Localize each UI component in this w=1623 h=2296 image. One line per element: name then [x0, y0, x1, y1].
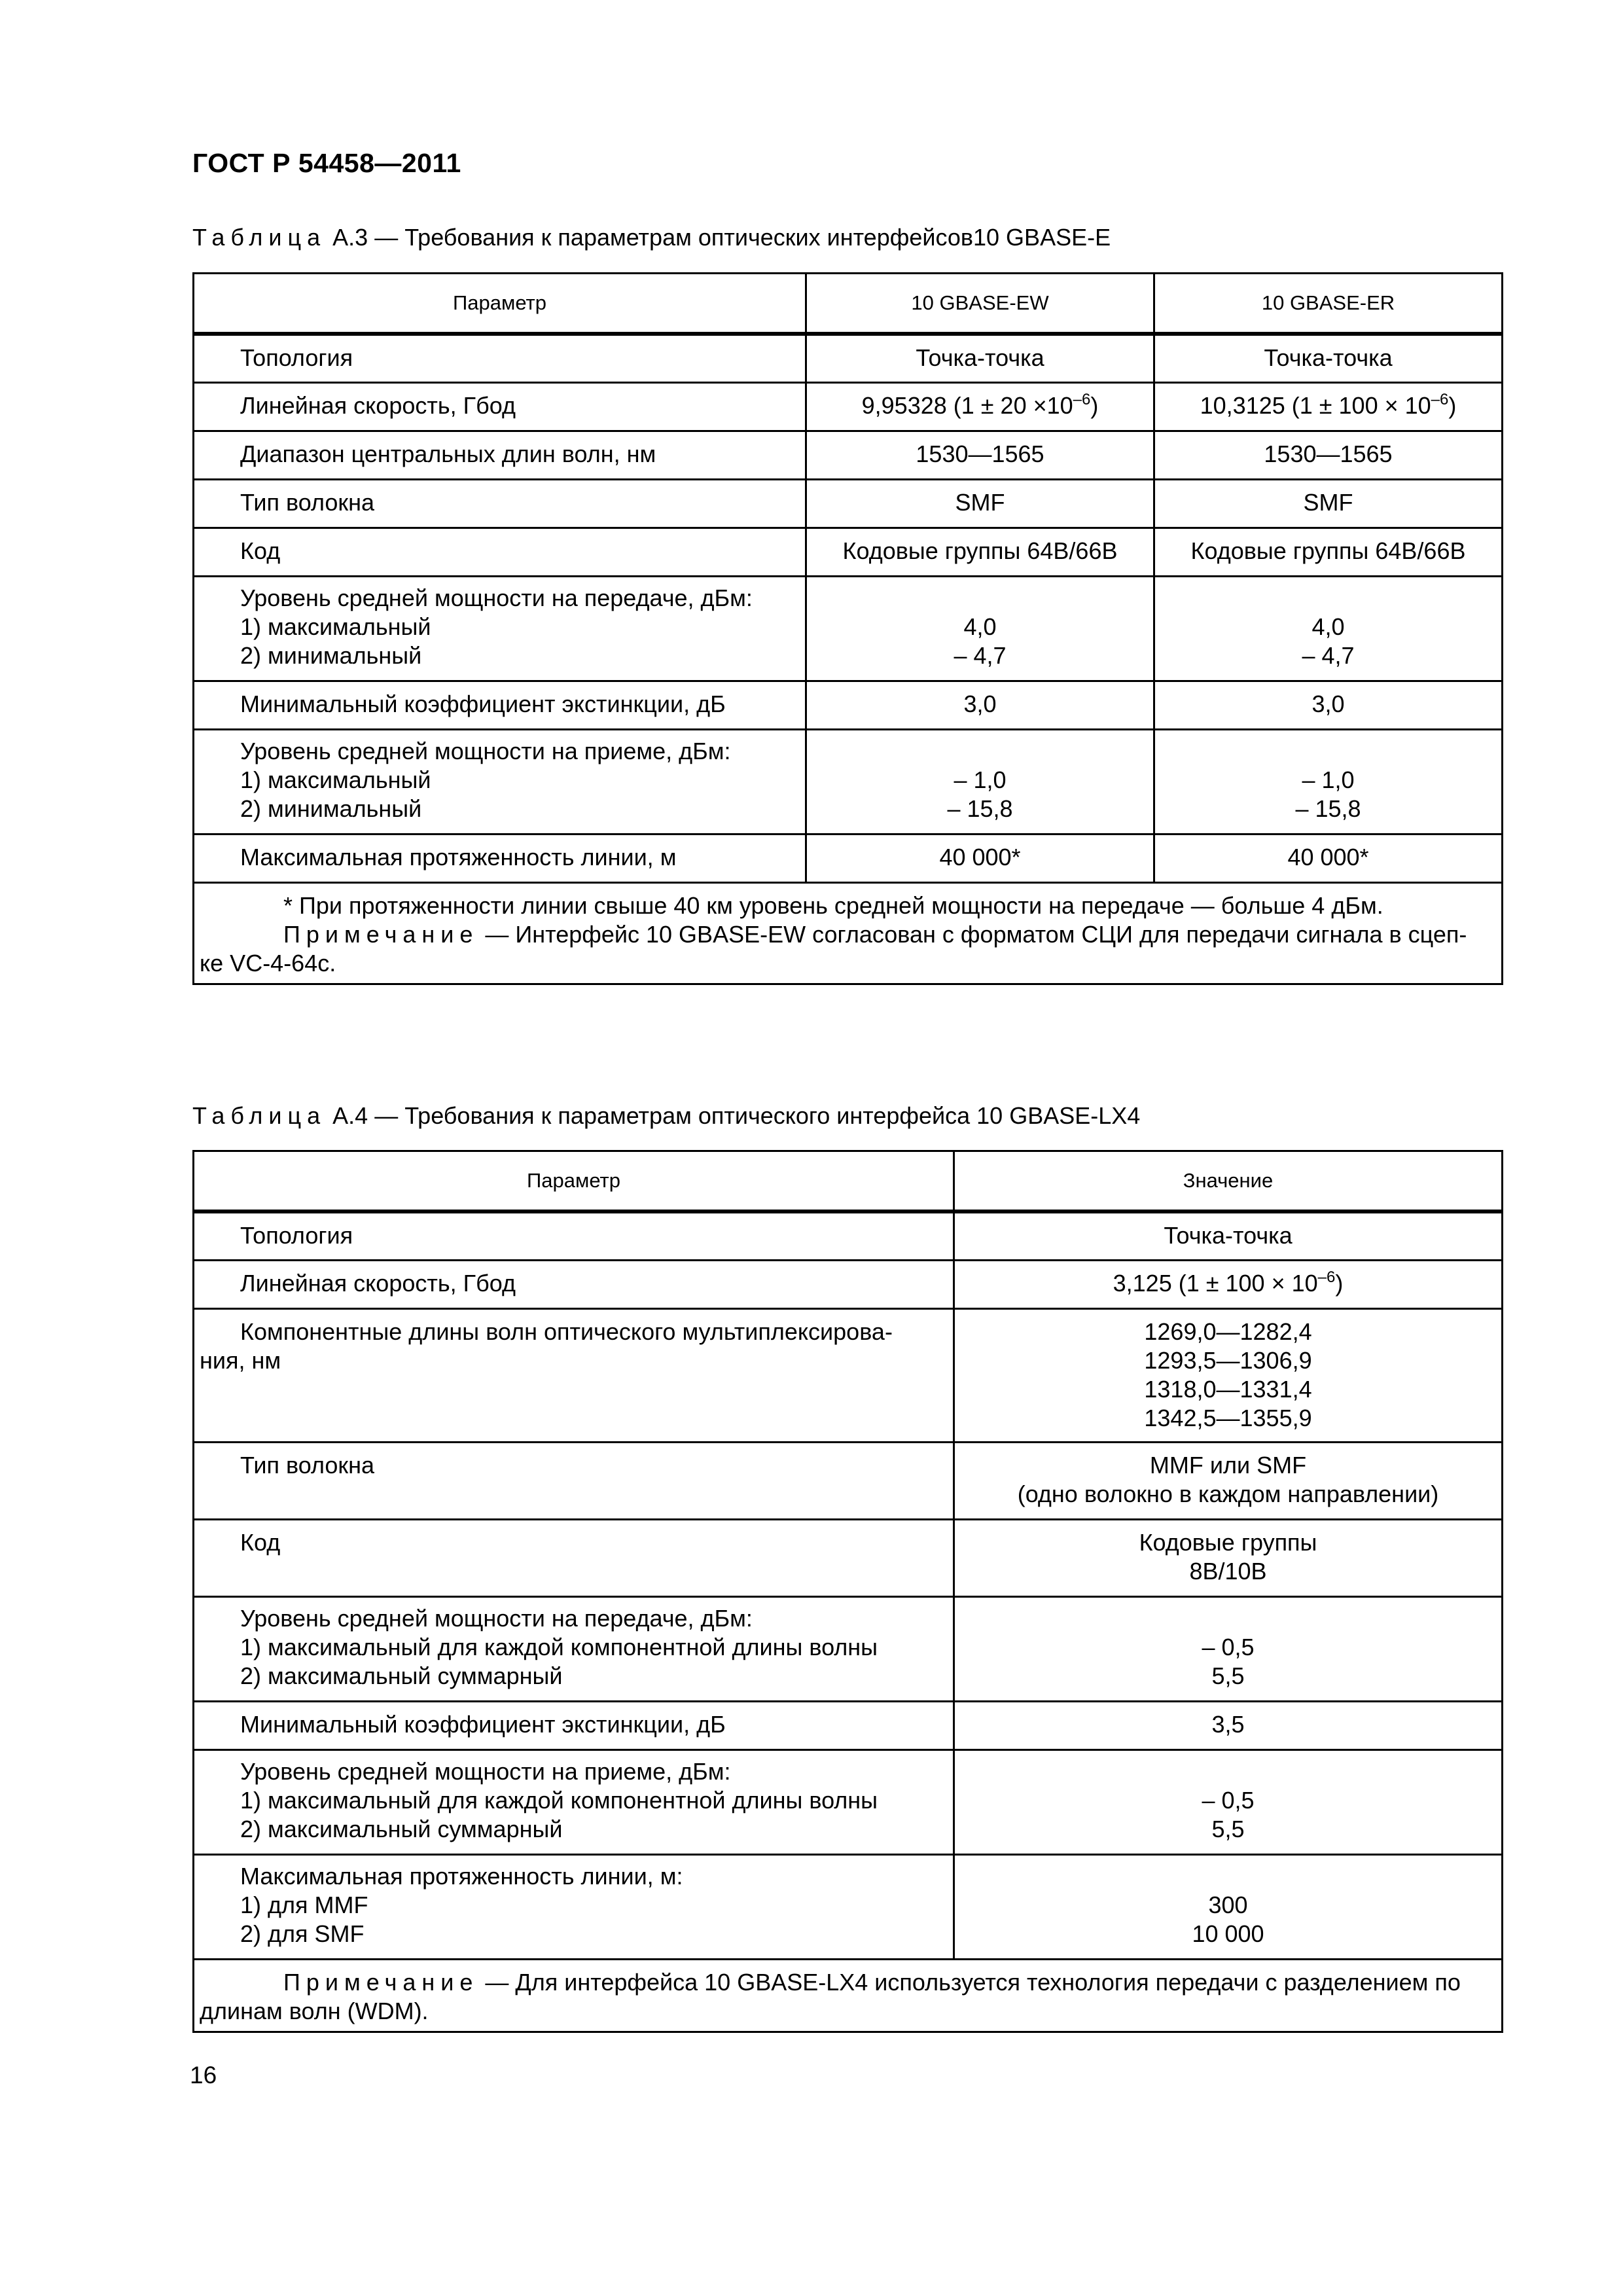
- value-line: MMF или SMF: [1149, 1451, 1307, 1479]
- param-cell: Код: [194, 1519, 954, 1596]
- value-line: 5,5: [1211, 1815, 1245, 1842]
- param-cell: Линейная скорость, Гбод: [194, 382, 806, 431]
- value-line: 1318,0—1331,4: [1144, 1375, 1312, 1403]
- param-line: 2) минимальный: [240, 795, 422, 822]
- value-cell: 3,0: [806, 681, 1154, 729]
- param-line: 2) максимальный суммарный: [240, 1662, 563, 1689]
- value-cell: [954, 1308, 1503, 1442]
- value-line: 1269,0—1282,4: [1144, 1318, 1312, 1345]
- param-line: 1) максимальный: [240, 766, 431, 793]
- table-row: [194, 1442, 1503, 1519]
- param-line: Уровень средней мощности на приеме, дБм:: [240, 737, 731, 764]
- column-header: Параметр: [194, 1151, 954, 1212]
- table-note: [194, 1959, 1503, 2032]
- note-label: Примечание: [283, 1968, 479, 1996]
- value-line: – 0,5: [1202, 1786, 1255, 1814]
- param-line: Уровень средней мощности на передаче, дБм:: [240, 584, 753, 611]
- value-cell: [1154, 729, 1503, 834]
- param-line: 2) для SMF: [240, 1920, 365, 1947]
- param-cell: Тип волокна: [194, 1442, 954, 1519]
- value-cell: [1154, 382, 1503, 431]
- param-line: 2) минимальный: [240, 641, 422, 669]
- value-cell: Точка-точка: [806, 334, 1154, 382]
- table-row: [194, 729, 1503, 834]
- value-cell: SMF: [806, 479, 1154, 528]
- column-header: Значение: [954, 1151, 1503, 1212]
- table-row: [194, 382, 1503, 431]
- param-cell: Топология: [194, 1211, 954, 1260]
- param-line: Компонентные длины волн оптического мультиплексирова-: [240, 1318, 893, 1345]
- param-line: Максимальная протяженность линии, м:: [240, 1862, 683, 1890]
- table-a4-caption: [192, 1102, 1140, 1130]
- value-cell: [954, 1260, 1503, 1308]
- table-row: [194, 1519, 1503, 1596]
- value-line: 1342,5—1355,9: [1144, 1404, 1312, 1431]
- exponent: –6: [1317, 1268, 1336, 1286]
- footnote: * При протяженности линии свыше 40 км уровень средней мощности на передаче — больше 4 дБм.: [283, 891, 1383, 919]
- param-cell: [194, 1749, 954, 1854]
- value-line: (одно волокно в каждом направлении): [1017, 1480, 1439, 1507]
- value-cell: [806, 576, 1154, 681]
- param-line: 1) для MMF: [240, 1891, 368, 1918]
- table-row: [194, 334, 1503, 382]
- value-cell: [806, 382, 1154, 431]
- value-tail: ): [1448, 391, 1457, 419]
- value-line: – 15,8: [1295, 795, 1361, 822]
- table-a4: [192, 1150, 1503, 2033]
- column-header: 10 GBASE-ER: [1154, 274, 1503, 334]
- exponent: –6: [1431, 390, 1449, 408]
- note-line: ке VC-4-64с.: [200, 949, 336, 977]
- exponent: –6: [1073, 390, 1091, 408]
- value-cell: Кодовые группы 64В/66В: [1154, 528, 1503, 576]
- value-cell: [954, 1596, 1503, 1701]
- note-text: — Для интерфейса 10 GBASE-LX4 используется технология передачи с разделением по: [478, 1968, 1461, 1996]
- param-cell: [194, 1596, 954, 1701]
- value-main: 3,125 (1 ± 100 × 10: [1113, 1269, 1318, 1297]
- value-cell: [954, 1442, 1503, 1519]
- param-line: Уровень средней мощности на передаче, дБм:: [240, 1604, 753, 1632]
- value-line: 10 000: [1192, 1920, 1264, 1947]
- param-line: 2) максимальный суммарный: [240, 1815, 563, 1842]
- param-line: 1) максимальный: [240, 613, 431, 640]
- table-row: [194, 479, 1503, 528]
- param-line: 1) максимальный для каждой компонентной длины волны: [240, 1786, 878, 1814]
- param-cell: Минимальный коэффициент экстинкции, дБ: [194, 681, 806, 729]
- value-line: – 0,5: [1202, 1633, 1255, 1660]
- value-line: – 4,7: [1302, 641, 1355, 669]
- caption-label: Таблица: [192, 224, 327, 251]
- value-line: 300: [1208, 1891, 1248, 1918]
- value-cell: SMF: [1154, 479, 1503, 528]
- value-line: Кодовые группы: [1139, 1528, 1317, 1556]
- table-note-row: [194, 882, 1503, 984]
- table-note-row: [194, 1959, 1503, 2032]
- note-line: длинам волн (WDM).: [200, 1997, 429, 2024]
- value-line: 5,5: [1211, 1662, 1245, 1689]
- table-row: [194, 1308, 1503, 1442]
- table-note: [194, 882, 1503, 984]
- value-cell: 40 000*: [806, 834, 1154, 882]
- value-line: – 15,8: [947, 795, 1013, 822]
- value-main: 10,3125 (1 ± 100 × 10: [1200, 391, 1431, 419]
- param-cell: [194, 576, 806, 681]
- value-line: – 1,0: [954, 766, 1007, 793]
- caption-text: А.4 — Требования к параметрам оптического интерфейса 10 GBASE-LX4: [326, 1102, 1141, 1129]
- table-row: [194, 528, 1503, 576]
- param-cell: Тип волокна: [194, 479, 806, 528]
- param-cell: Диапазон центральных длин волн, нм: [194, 431, 806, 479]
- value-main: 9,95328 (1 ± 20 ×10: [861, 391, 1073, 419]
- value-line: 8В/10В: [1189, 1557, 1267, 1585]
- param-line: Уровень средней мощности на приеме, дБм:: [240, 1757, 731, 1785]
- value-cell: 3,5: [954, 1701, 1503, 1749]
- table-header-row: [194, 274, 1503, 334]
- value-cell: Кодовые группы 64В/66В: [806, 528, 1154, 576]
- table-a3-caption: [192, 224, 1111, 251]
- note-line: [200, 920, 1496, 949]
- param-cell: Код: [194, 528, 806, 576]
- value-line: – 4,7: [954, 641, 1007, 669]
- param-line: ния, нм: [200, 1346, 281, 1374]
- param-cell: [194, 729, 806, 834]
- param-cell: Топология: [194, 334, 806, 382]
- note-line: [200, 1968, 1496, 1997]
- value-cell: [954, 1749, 1503, 1854]
- value-cell: [954, 1854, 1503, 1959]
- table-row: [194, 576, 1503, 681]
- value-line: 4,0: [1311, 613, 1345, 640]
- value-cell: Точка-точка: [1154, 334, 1503, 382]
- value-tail: ): [1335, 1269, 1344, 1297]
- table-row: [194, 1211, 1503, 1260]
- value-cell: 1530—1565: [1154, 431, 1503, 479]
- table-row: [194, 1260, 1503, 1308]
- caption-text: А.3 — Требования к параметрам оптических интерфейсов10 GBASE-E: [326, 224, 1111, 251]
- caption-label: Таблица: [192, 1102, 327, 1129]
- param-cell: Линейная скорость, Гбод: [194, 1260, 954, 1308]
- table-row: [194, 1596, 1503, 1701]
- value-line: 4,0: [963, 613, 997, 640]
- value-tail: ): [1090, 391, 1099, 419]
- value-cell: 1530—1565: [806, 431, 1154, 479]
- table-row: [194, 681, 1503, 729]
- value-cell: 3,0: [1154, 681, 1503, 729]
- page-number: 16: [190, 2062, 217, 2089]
- param-cell: [194, 1308, 954, 1442]
- value-cell: [806, 729, 1154, 834]
- param-cell: Максимальная протяженность линии, м: [194, 834, 806, 882]
- value-cell: Точка-точка: [954, 1211, 1503, 1260]
- value-line: 1293,5—1306,9: [1144, 1346, 1312, 1374]
- value-cell: [954, 1519, 1503, 1596]
- table-row: [194, 834, 1503, 882]
- table-row: [194, 1854, 1503, 1959]
- param-cell: [194, 1854, 954, 1959]
- table-row: [194, 431, 1503, 479]
- value-cell: [1154, 576, 1503, 681]
- note-text: — Интерфейс 10 GBASE-EW согласован с форматом СЦИ для передачи сигнала в сцеп-: [478, 920, 1467, 948]
- column-header: Параметр: [194, 274, 806, 334]
- value-line: – 1,0: [1302, 766, 1355, 793]
- table-row: [194, 1749, 1503, 1854]
- param-line: 1) максимальный для каждой компонентной длины волны: [240, 1633, 878, 1660]
- table-a3: [192, 272, 1503, 985]
- table-header-row: [194, 1151, 1503, 1212]
- table-row: [194, 1701, 1503, 1749]
- document-header: ГОСТ Р 54458—2011: [192, 148, 461, 178]
- note-label: Примечание: [283, 920, 479, 948]
- value-cell: 40 000*: [1154, 834, 1503, 882]
- param-cell: Минимальный коэффициент экстинкции, дБ: [194, 1701, 954, 1749]
- column-header: 10 GBASE-EW: [806, 274, 1154, 334]
